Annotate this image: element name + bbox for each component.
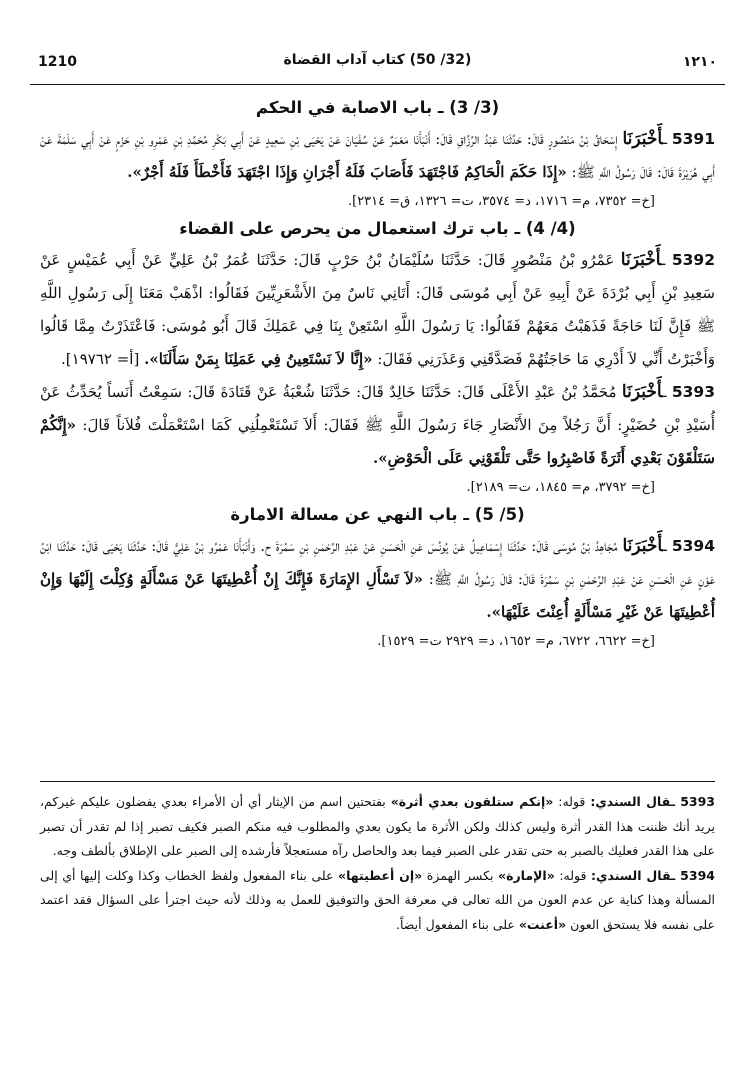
chapter-heading: (3/ 3) ـ باب الاصابة في الحكم (255, 98, 500, 117)
running-title: (32/ 50) كتاب آداب القضاة (283, 52, 472, 68)
page-number-arabic: ١٢١٠ (682, 54, 717, 70)
hadith-opener: أَخْبَرَنَا (622, 129, 663, 149)
footnote-rule (40, 781, 715, 782)
hadith-5391: 5391 ـأَخْبَرَنَا إِسْحَاقُ بْنُ مَنْصُورٍ قَالَ: حَدَّثَنَا عَبْدُ الرَّزَّاقِ قَالَ: أَنْبَأَنَا مَعْمَرٌ عَنْ سُفْيَانَ عَنْ يَحْيَى بْنِ سَعِيدٍ عَنْ أَبِي بَكْرِ مُحَمَّدِ بْنِ عَمْرِو بْنِ حَزْمٍ عَنْ أَبِي سَلَمَةَ عَنْ أَبِي هُرَيْرَةَ قَالَ: قَالَ رَسُولُ اللَّهِ ﷺ: «إِذَا حَكَمَ الْحَاكِمُ فَاجْتَهَدَ فَأَصَابَ فَلَهُ أَجْرَانِ وَإِذَا اجْتَهَدَ فَأَخْطَأَ فَلَهُ أَجْرٌ». (40, 129, 715, 181)
footnote-number: 5394 (680, 867, 715, 883)
chapter-heading: (5/ 5) ـ باب النهي عن مسالة الامارة (230, 505, 525, 524)
hadith-chain: إِسْحَاقُ بْنُ مَنْصُورٍ قَالَ: حَدَّثَنَا عَبْدُ الرَّزَّاقِ قَالَ: أَنْبَأَنَا مَعْمَرٌ عَنْ سُفْيَانَ عَنْ يَحْيَى بْنِ سَعِيدٍ عَنْ أَبِي بَكْرِ مُحَمَّدِ بْنِ عَمْرِو بْنِ حَزْمٍ عَنْ أَبِي سَلَمَةَ عَنْ أَبِي هُرَيْرَةَ قَالَ: قَالَ رَسُولُ اللَّهِ ﷺ: (40, 130, 715, 181)
footnote-number: 5393 (680, 794, 715, 809)
chapter-heading: (4/ 4) ـ باب ترك استعمال من يحرص على القضاء (179, 219, 576, 238)
hadith-opener: أَخْبَرَنَا (622, 536, 663, 556)
hadith-5392: 5392 ـأَخْبَرَنَا عَمْرُو بْنُ مَنْصُورٍ قَالَ: حَدَّثَنَا سُلَيْمَانُ بْنُ حَرْبٍ قَالَ: حَدَّثَنَا عُمَرُ بْنُ عَلِيٍّ عَنْ أَبِي عُمَيْسٍ عَنْ سَعِيدِ بْنِ أَبِي بُرْدَةَ عَنْ أَبِيهِ عَنْ أَبِي مُوسَى قَالَ: أَتَانِي نَاسٌ مِنَ الأَشْعَرِيِّينَ فَقَالُوا: اذْهَبْ مَعَنَا إِلَى رَسُولِ اللَّهِ ﷺ فَإِنَّ لَنَا حَاجَةً فَذَهَبْتُ مَعَهُمْ فَقَالُوا: يَا رَسُولَ اللَّهِ اسْتَعِنْ بِنَا فِي عَمَلِكَ قَالَ أَبُو مُوسَى: فَاعْتَذَرْتُ مِمَّا قَالُوا وَأَخْبَرْتُ أَنِّي لاَ أَدْرِي مَا حَاجَتُهُمْ فَصَدَّقَنِي وَعَذَرَنِي فَقَالَ: «إِنَّا لاَ نَسْتَعِينُ فِي عَمَلِنَا بِمَنْ سَأَلَنَا». [أ= ١٩٧٦٢]. (40, 250, 715, 368)
page-header (30, 48, 725, 82)
hadith-number: 5394 (671, 537, 715, 555)
hadith-number: 5393 (671, 383, 715, 401)
hadith-chain: مُجَاهِدُ بْنُ مُوسَى قَالَ: حَدَّثَنَا إِسْمَاعِيلُ عَنْ يُونُسَ عَنِ الْحَسَنِ عَنْ عَبْدِ الرَّحْمٰنِ بْنِ سَمُرَةَ ح. وَأَنْبَأَنَا عَمْرُو بْنُ عَلِيٍّ قَالَ: حَدَّثَنَا يَحْيَى قَالَ: حَدَّثَنَا ابْنُ عَوْنٍ عَنِ الْحَسَنِ عَنْ عَبْدِ الرَّحْمٰنِ بْنِ سَمُرَةَ قَالَ: قَالَ رَسُولُ اللَّهِ ﷺ: (40, 537, 715, 588)
footnotes (40, 790, 715, 937)
hadith-5394: 5394 ـأَخْبَرَنَا مُجَاهِدُ بْنُ مُوسَى قَالَ: حَدَّثَنَا إِسْمَاعِيلُ عَنْ يُونُسَ عَنِ الْحَسَنِ عَنْ عَبْدِ الرَّحْمٰنِ بْنِ سَمُرَةَ ح. وَأَنْبَأَنَا عَمْرُو بْنُ عَلِيٍّ قَالَ: حَدَّثَنَا يَحْيَى قَالَ: حَدَّثَنَا ابْنُ عَوْنٍ عَنِ الْحَسَنِ عَنْ عَبْدِ الرَّحْمٰنِ بْنِ سَمُرَةَ قَالَ: قَالَ رَسُولُ اللَّهِ ﷺ: «لاَ تَسْأَلِ الإِمَارَةَ فَإِنَّكَ إِنْ أُعْطِيتَهَا عَنْ مَسْأَلَةٍ وُكِلْتَ إِلَيْهَا وَإِنْ أُعْطِيتَهَا عَنْ غَيْرِ مَسْأَلَةٍ أُعِنْتَ عَلَيْهَا». (40, 536, 715, 621)
hadith-reference: [خ= ٧٣٥٢، م= ١٧١٦، د= ٣٥٧٤، ت= ١٣٢٦، ق= ٢٣١٤]. (347, 194, 655, 209)
footnote-quote: «أعنت» (518, 916, 567, 932)
page-number-latin: 1210 (38, 54, 77, 70)
hadith-number: 5392 (671, 251, 715, 269)
footnote-text: على بناء المفعول أيضاً. (396, 916, 515, 932)
footnote-label: قال السندي: (591, 867, 671, 883)
hadith-opener: أَخْبَرَنَا (620, 250, 661, 270)
hadith-chain: عَمْرُو بْنُ مَنْصُورٍ قَالَ: حَدَّثَنَا سُلَيْمَانُ بْنُ حَرْبٍ قَالَ: حَدَّثَنَا عُمَرُ بْنُ عَلِيٍّ عَنْ أَبِي عُمَيْسٍ عَنْ سَعِيدِ بْنِ أَبِي بُرْدَةَ عَنْ أَبِيهِ عَنْ أَبِي مُوسَى قَالَ: أَتَانِي نَاسٌ مِنَ الأَشْعَرِيِّينَ فَقَالُوا: اذْهَبْ مَعَنَا إِلَى رَسُولِ اللَّهِ ﷺ فَإِنَّ لَنَا حَاجَةً فَذَهَبْتُ مَعَهُمْ فَقَالُوا: يَا رَسُولَ اللَّهِ اسْتَعِنْ بِنَا فِي عَمَلِكَ قَالَ أَبُو مُوسَى: فَاعْتَذَرْتُ مِمَّا قَالُوا وَأَخْبَرْتُ أَنِّي لاَ أَدْرِي مَا حَاجَتُهُمْ فَصَدَّقَنِي وَعَذَرَنِي فَقَالَ: (40, 251, 715, 368)
hadith-matn: «لاَ تَسْأَلِ الإِمَارَةَ فَإِنَّكَ إِنْ أُعْطِيتَهَا عَنْ مَسْأَلَةٍ وُكِلْتَ إِلَيْهَا وَإِنْ أُعْطِيتَهَا عَنْ غَيْرِ مَسْأَلَةٍ أُعِنْتَ عَلَيْهَا». (40, 570, 715, 621)
hadith-number: 5391 (671, 130, 715, 148)
footnote-quote: «الإمارة» (498, 867, 555, 883)
main-text (40, 94, 715, 657)
hadith-opener: أَخْبَرَنَا (621, 382, 663, 402)
hadith-matn: «إِنَّا لاَ نَسْتَعِينُ فِي عَمَلِنَا بِمَنْ سَأَلَنَا». (144, 350, 373, 368)
footnote-text: على بناء المفعول ولفظ الخطاب وكذا وكلت إليها أي إلى المسألة وهذا كناية عن عدم العون من الله تعالى في معرفة الحق والتوفيق للعمل به وذلك لأنه حيث اجترأ على السؤال فقد اعتمد على نفسه فلا يستحق العون (40, 867, 715, 932)
footnote-text: بفتحتين اسم من الإيثار أي أن الأمراء بعدي يفضلون عليكم غيركم، يريد أنك ظننت هذا القدر أثرة وليس كذلك ولكن الأثرة ما يكون بعدي والمطلوب فيه منكم الصبر فكيف تصبر إذا لم تقدر أن تصبر على هذا القدر فعليك بالصبر به حتى تقدر على الصبر فيما بعد والحاصل رآه مستعجلاً فأرشده إلى الصبر على الإطلاق بألطف وجه. (40, 794, 715, 858)
footnote-quote: «إن أعطيتها» (338, 867, 423, 883)
hadith-matn: «إِذَا حَكَمَ الْحَاكِمُ فَاجْتَهَدَ فَأَصَابَ فَلَهُ أَجْرَانِ وَإِذَا اجْتَهَدَ فَأَخْطَأَ فَلَهُ أَجْرٌ». (127, 163, 567, 181)
footnote-qawluh: قوله: (558, 794, 586, 809)
hadith-chain: مُحَمَّدُ بْنُ عَبْدِ الأَعْلَى قَالَ: حَدَّثَنَا خَالِدٌ قَالَ: حَدَّثَنَا شُعْبَةُ عَنْ قَتَادَةَ قَالَ: سَمِعْتُ أَنَساً يُحَدِّثُ عَنْ أُسَيْدِ بْنِ حُضَيْرٍ: أَنَّ رَجُلاً مِنَ الأَنْصَارِ جَاءَ رَسُولَ اللَّهِ ﷺ فَقَالَ: أَلاَ تَسْتَعْمِلُنِي كَمَا اسْتَعْمَلْتَ فُلاَناً قَالَ: (40, 383, 715, 434)
hadith-reference: [خ= ٦٦٢٢، ٦٧٢٢، م= ١٦٥٢، د= ٢٩٢٩ ت= ١٥٢٩]. (377, 634, 655, 649)
footnote-qawluh: قوله: (559, 867, 587, 883)
hadith-matn: «إِنَّكُمْ سَتَلْقَوْنَ بَعْدِي أَثَرَةً فَاصْبِرُوا حَتَّى تَلْقَوْنِي عَلَى الْحَوْضِ». (40, 416, 715, 467)
footnote-label: قال السندي: (590, 794, 671, 809)
footnote-5393: 5393 ـقال السندي: قوله: «إنكم ستلقون بعدي أثرة» بفتحتين اسم من الإيثار أي أن الأمراء بعدي يفضلون عليكم غيركم، يريد أنك ظننت هذا القدر أثرة وليس كذلك ولكن الأثرة ما يكون بعدي والمطلوب فيه منكم الصبر فكيف تصبر إذا لم تقدر أن تصبر على هذا القدر فعليك بالصبر به حتى تقدر على الصبر فيما بعد والحاصل رآه مستعجلاً فأرشده إلى الصبر على الإطلاق بألطف وجه. (40, 794, 715, 858)
hadith-reference: [أ= ١٩٧٦٢]. (61, 350, 140, 368)
footnote-quote: «إنكم ستلقون بعدي أثرة» (390, 794, 554, 809)
footnote-text: بكسر الهمزة (426, 867, 494, 883)
footnote-5394: 5394 ـقال السندي: قوله: «الإمارة» بكسر الهمزة «إن أعطيتها» على بناء المفعول ولفظ الخطاب وكذا وكلت إليها أي إلى المسألة وهذا كناية عن عدم العون من الله تعالى في معرفة الحق والتوفيق للعمل به وذلك لأنه حيث اجترأ على السؤال فقد اعتمد على نفسه فلا يستحق العون «أعنت» على بناء المفعول أيضاً. (40, 867, 715, 932)
hadith-5393: 5393 ـأَخْبَرَنَا مُحَمَّدُ بْنُ عَبْدِ الأَعْلَى قَالَ: حَدَّثَنَا خَالِدٌ قَالَ: حَدَّثَنَا شُعْبَةُ عَنْ قَتَادَةَ قَالَ: سَمِعْتُ أَنَساً يُحَدِّثُ عَنْ أُسَيْدِ بْنِ حُضَيْرٍ: أَنَّ رَجُلاً مِنَ الأَنْصَارِ جَاءَ رَسُولَ اللَّهِ ﷺ فَقَالَ: أَلاَ تَسْتَعْمِلُنِي كَمَا اسْتَعْمَلْتَ فُلاَناً قَالَ: «إِنَّكُمْ سَتَلْقَوْنَ بَعْدِي أَثَرَةً فَاصْبِرُوا حَتَّى تَلْقَوْنِي عَلَى الْحَوْضِ». (40, 382, 715, 467)
hadith-reference: [خ= ٣٧٩٢، م= ١٨٤٥، ت= ٢١٨٩]. (466, 480, 655, 495)
header-rule (30, 84, 725, 85)
